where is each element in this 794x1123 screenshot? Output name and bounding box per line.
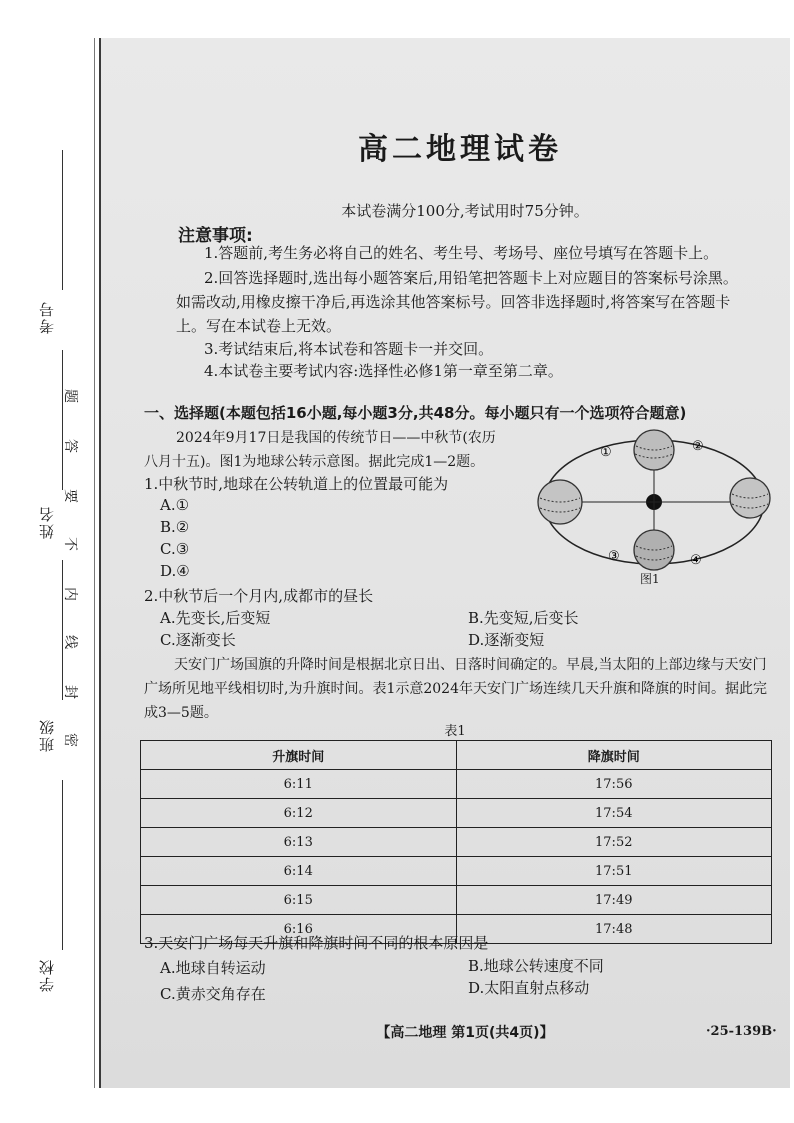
question-3-option-d: D.太阳直射点移动 xyxy=(468,979,590,997)
table-cell: 17:54 xyxy=(456,799,772,828)
seal-char: 内 xyxy=(62,587,78,601)
figure-caption: 图1 xyxy=(640,572,660,586)
question-1-option-c: C.③ xyxy=(160,540,190,558)
table-row xyxy=(141,799,772,828)
exam-info: 本试卷满分100分,考试用时75分钟。 xyxy=(341,202,589,220)
table-cell: 6:14 xyxy=(141,857,457,886)
table-cell: 6:15 xyxy=(141,886,457,915)
note-item: 4.本试卷主要考试内容:选择性必修1第一章至第二章。 xyxy=(204,362,563,380)
seal-char: 不 xyxy=(62,537,78,551)
question-intro: 天安门广场国旗的升降时间是根据北京日出、日落时间确定的。早晨,当太阳的上部边缘与天安门广场所见地平线相切时,为升旗时间。表1示意2024年天安门广场连续几天升旗和降旗的时间。据此完成3—5题。 xyxy=(144,657,767,721)
binding-line xyxy=(94,38,95,1088)
name-line xyxy=(62,350,63,490)
question-1-stem: 1.中秋节时,地球在公转轨道上的位置最可能为 xyxy=(144,475,449,493)
page-title: 高二地理试卷 xyxy=(358,132,562,167)
seal-char: 密 xyxy=(62,733,78,747)
earth-orbit-figure xyxy=(532,428,776,588)
question-2-option-b: B.先变短,后变长 xyxy=(468,609,579,627)
question-1-option-d: D.④ xyxy=(160,562,190,580)
question-2-option-d: D.逐渐变短 xyxy=(468,631,545,649)
question-1-option-a: A.① xyxy=(160,496,190,514)
note-item: 3.考试结束后,将本试卷和答题卡一并交回。 xyxy=(204,340,494,358)
orbit-marker: ③ xyxy=(608,549,620,564)
flag-time-table xyxy=(140,740,772,944)
table-cell: 6:12 xyxy=(141,799,457,828)
page-footer: 【高二地理 第1页(共4页)】 xyxy=(376,1025,554,1041)
seal-char: 答 xyxy=(62,439,78,453)
table-caption: 表1 xyxy=(444,724,466,739)
table-header-row xyxy=(141,741,772,770)
question-intro: 2024年9月17日是我国的传统节日——中秋节(农历 xyxy=(176,430,496,446)
school-label: 学校 xyxy=(38,958,56,992)
table-header: 降旗时间 xyxy=(456,741,772,770)
table-cell: 6:11 xyxy=(141,770,457,799)
seal-char: 线 xyxy=(62,635,78,649)
question-2-stem: 2.中秋节后一个月内,成都市的昼长 xyxy=(144,587,374,605)
table-row xyxy=(141,828,772,857)
note-item: 1.答题前,考生务必将自己的姓名、考生号、考场号、座位号填写在答题卡上。 xyxy=(204,244,719,262)
paper-code: ·25-139B· xyxy=(706,1024,777,1039)
earth-right-icon xyxy=(730,478,770,518)
question-3-option-b: B.地球公转速度不同 xyxy=(468,957,604,975)
table-header: 升旗时间 xyxy=(141,741,457,770)
seal-char: 要 xyxy=(62,489,78,503)
name-label: 姓名 xyxy=(38,505,56,539)
table-cell: 17:56 xyxy=(456,770,772,799)
seal-char: 题 xyxy=(62,389,78,403)
question-1-option-b: B.② xyxy=(160,518,190,536)
table-row xyxy=(141,857,772,886)
question-3-option-a: A.地球自转运动 xyxy=(160,959,266,977)
question-2-option-a: A.先变长,后变短 xyxy=(160,609,271,627)
school-line xyxy=(62,780,63,950)
table-cell: 6:13 xyxy=(141,828,457,857)
earth-left-icon xyxy=(538,480,582,524)
section-title: 一、选择题(本题包括16小题,每小题3分,共48分。每小题只有一个选项符合题意) xyxy=(144,404,687,422)
notes-title: 注意事项: xyxy=(178,226,253,246)
question-2-option-c: C.逐渐变长 xyxy=(160,631,236,649)
orbit-marker: ④ xyxy=(690,553,702,568)
fold-line xyxy=(99,38,101,1088)
question-3-stem: 3.天安门广场每天升旗和降旗时间不同的根本原因是 xyxy=(144,934,489,952)
class-line xyxy=(62,560,63,700)
question-intro: 八月十五)。图1为地球公转示意图。据此完成1—2题。 xyxy=(144,454,485,470)
table-cell: 6:16 xyxy=(141,915,457,944)
table-cell: 17:49 xyxy=(456,886,772,915)
orbit-marker: ② xyxy=(692,439,704,454)
table-row xyxy=(141,770,772,799)
earth-top-icon xyxy=(634,430,674,470)
table-row xyxy=(141,886,772,915)
question-3-option-c: C.黄赤交角存在 xyxy=(160,985,266,1003)
table-cell: 17:48 xyxy=(456,915,772,944)
exam-no-label: 考号 xyxy=(38,300,56,334)
table-cell: 17:52 xyxy=(456,828,772,857)
note-item: 2.回答选择题时,选出每小题答案后,用铅笔把答题卡上对应题目的答案标号涂黑。如需改动,用橡皮擦干净后,再选涂其他答案标号。回答非选择题时,将答案写在答题卡上。写在本试卷上无效。 xyxy=(176,269,738,335)
table-cell: 17:51 xyxy=(456,857,772,886)
earth-bottom-icon xyxy=(634,530,674,570)
seal-char: 封 xyxy=(62,685,78,699)
orbit-marker: ① xyxy=(600,445,612,460)
class-label: 班级 xyxy=(38,718,56,752)
